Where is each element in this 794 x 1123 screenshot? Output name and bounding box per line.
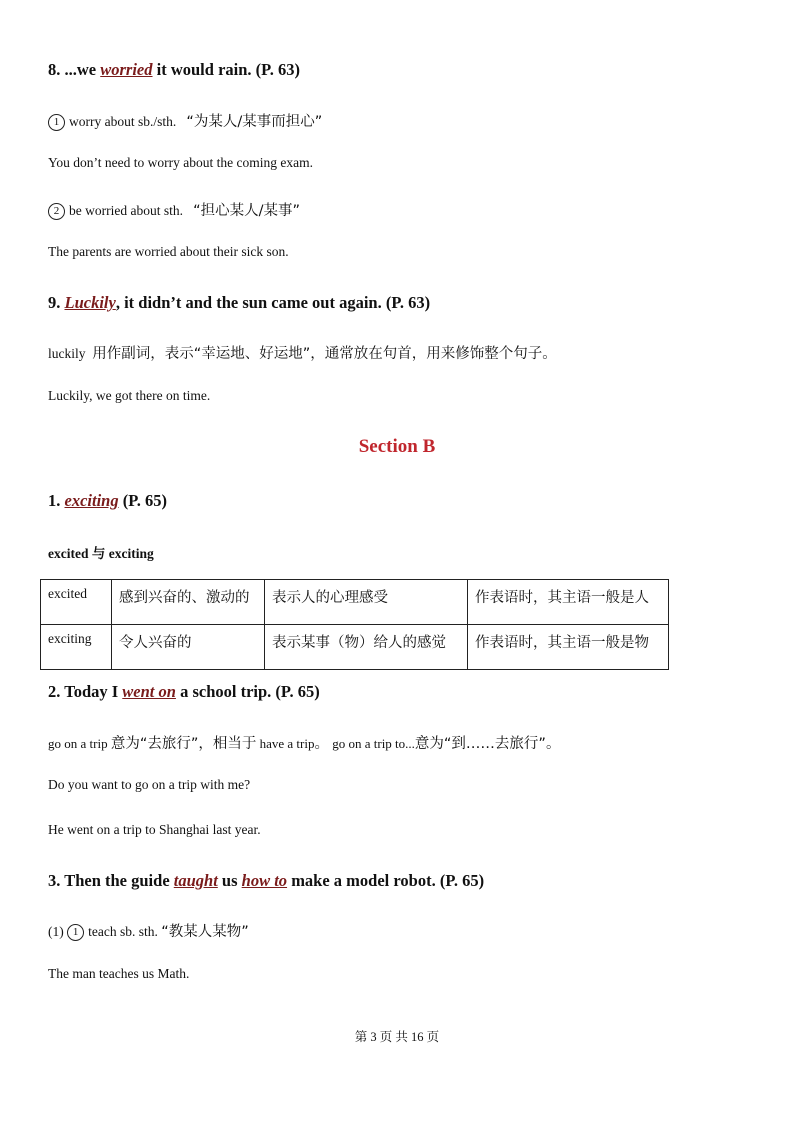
example-sentence: The parents are worried about their sick son. [48,244,289,259]
table-subheading: excited 与 exciting [48,546,154,561]
item9-heading: 9. Luckily, it didn’t and the sun came out again. (P. 63) [48,293,431,312]
circled-number: 2 [48,203,65,220]
table-cell: 作表语时，其主语一般是物 [468,625,669,670]
item8-heading: 8. ...we worried it would rain. (P. 63) [48,60,300,79]
table-cell: 表示某事（物）给人的感觉 [265,625,468,670]
example-sentence: You don’t need to worry about the coming exam. [48,155,313,170]
table-cell: 感到兴奋的、激动的 [112,580,265,625]
usage-2: 2 be worried about sth. “担心某人/某事” [48,199,300,220]
table-row [41,625,669,670]
keyword: how to [241,871,288,890]
comparison-table [40,579,669,670]
page-footer: 第 3 页 共 16 页 [354,1030,440,1044]
circled-number: 1 [48,114,65,131]
table-cell: 表示人的心理感受 [265,580,468,625]
circled-number: 1 [67,924,84,941]
usage-1: 1 worry about sb./sth. “为某人/某事而担心” [48,110,322,131]
usage-note: luckily 用作副词，表示“幸运地、好运地”，通常放在句首，用来修饰整个句子。 [48,346,557,362]
table-cell: excited [41,580,112,625]
b1-heading: 1. exciting (P. 65) [48,491,168,510]
keyword: taught [173,871,218,890]
keyword: exciting [64,491,119,510]
b2-heading: 2. Today I went on a school trip. (P. 65) [48,682,320,701]
usage-1: (1) 1 teach sb. sth. “教某人某物” [48,924,249,940]
table-cell: 作表语时，其主语一般是人 [468,580,669,625]
keyword: went on [122,682,176,701]
table-row [41,580,669,625]
b3-heading: 3. Then the guide taught us how to make a model robot. (P. 65) [48,871,485,890]
keyword: worried [100,60,153,79]
example-sentence: Do you want to go on a trip with me? [48,777,251,792]
table-cell: exciting [41,625,112,670]
example-sentence: Luckily, we got there on time. [48,388,211,403]
section-title: Section B [358,436,436,457]
example-sentence: He went on a trip to Shanghai last year. [48,822,261,837]
table-cell: 令人兴奋的 [112,625,265,670]
example-sentence: The man teaches us Math. [48,966,190,981]
usage-note: go on a trip 意为“去旅行”，相当于 have a trip。 go on a trip to...意为“到……去旅行”。 [48,736,561,752]
keyword: Luckily [64,293,116,312]
